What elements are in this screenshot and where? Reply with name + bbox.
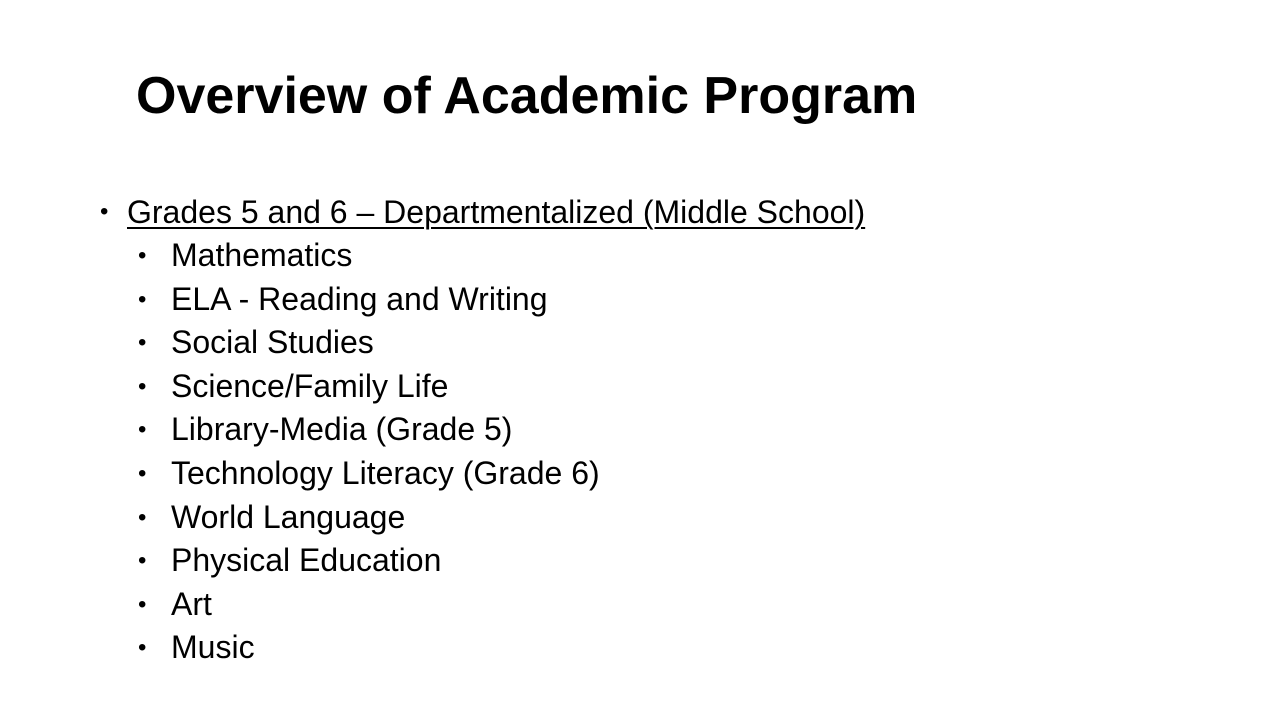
list-item-label: ELA - Reading and Writing — [171, 280, 548, 317]
list-item-label: Music — [171, 629, 255, 666]
list-item-label: Social Studies — [171, 324, 374, 361]
list-item-label: Art — [171, 585, 212, 622]
list-item — [138, 365, 876, 409]
list-item-label: World Language — [171, 498, 406, 535]
bullet-list — [100, 190, 865, 670]
bullet-icon: • — [100, 198, 109, 225]
bullet-icon: • — [138, 503, 147, 531]
list-item-label: Library-Media (Grade 5) — [171, 411, 513, 448]
bullet-icon: • — [138, 329, 147, 357]
list-item — [138, 583, 876, 627]
bullet-icon: • — [138, 459, 147, 487]
sub-bullet-list — [138, 234, 876, 670]
list-item — [138, 496, 876, 540]
bullet-icon: • — [138, 242, 147, 269]
list-item-label: Mathematics — [171, 237, 353, 273]
list-item — [138, 452, 876, 496]
list-item-label: Physical Education — [171, 542, 442, 579]
list-item-section — [100, 190, 865, 670]
list-item — [138, 321, 876, 365]
bullet-icon: • — [138, 547, 147, 575]
bullet-icon: • — [138, 285, 147, 313]
bullet-icon: • — [138, 634, 147, 662]
list-item — [138, 626, 876, 670]
bullet-icon: • — [138, 416, 147, 444]
list-item — [138, 234, 876, 278]
bullet-icon: • — [138, 590, 147, 618]
bullet-icon: • — [138, 372, 147, 400]
slide-title: Overview of Academic Program — [136, 67, 918, 125]
list-item — [138, 408, 876, 452]
list-item-label: Technology Literacy (Grade 6) — [171, 454, 600, 491]
list-item — [138, 539, 876, 583]
list-item — [138, 278, 876, 322]
section-heading: Grades 5 and 6 – Departmentalized (Middle School) — [127, 194, 866, 230]
list-item-label: Science/Family Life — [171, 367, 449, 404]
